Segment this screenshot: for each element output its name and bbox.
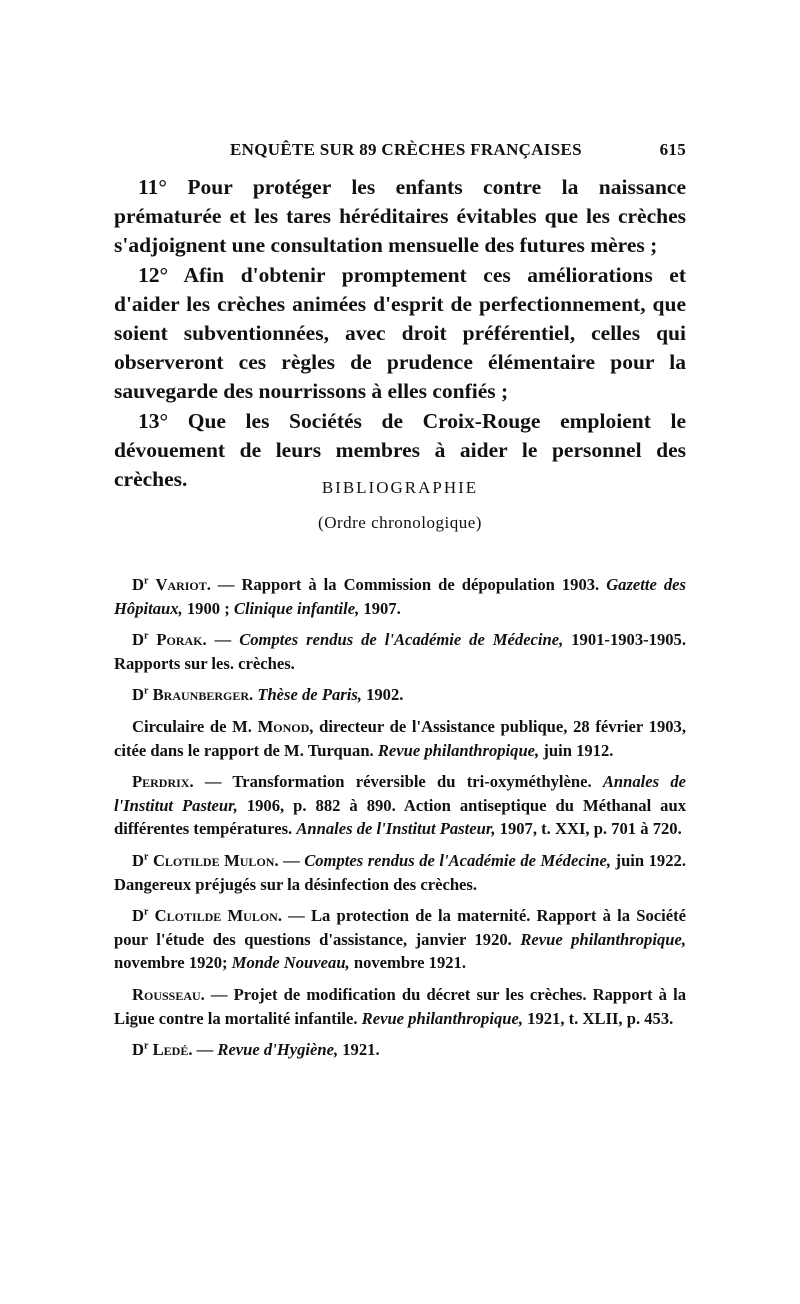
bib-author: Braunberger.: [152, 685, 254, 705]
bib-entry-monod: Circulaire de M. Monod, directeur de l'Assistance publique, 28 février 1903, citée dans le rapport de M. Turquan. Revue philanthropique, juin 1912.: [114, 716, 686, 760]
bib-entry-perdrix: Perdrix. — Transformation réversible du tri-oxyméthylène. Annales de l'Institut Pasteur, 1906, p. 882 à 890. Action antiseptique du Méthanal aux différentes températures. Annales de l'Institut Pasteur, 1907, t. XXI, p. 701 à 720.: [114, 772, 687, 839]
bib-author: Clotilde Mulon.: [152, 850, 279, 870]
resolutions-list: [114, 173, 686, 494]
bib-entry-porak: $D^r$ Porak. — Comptes rendus de l'Académie de Médecine, 1901-1903-1905. Rapports sur les. crèches.: [114, 630, 686, 673]
bib-entry-mulon-2: $D^r$ Clotilde Mulon. — La protection de la maternité. Rapport à la Société pour l'étude des questions d'assistance, janvier 1920. Revue philanthropique, novembre 1920; Monde Nouveau, novembre 1921.: [114, 906, 686, 973]
bibliography-heading: BIBLIOGRAPHIE: [321, 478, 479, 497]
bib-author: Perdrix.: [132, 772, 194, 792]
bib-author: Porak.: [156, 630, 207, 650]
bib-author: Clotilde Mulon.: [154, 906, 282, 926]
bibliography-list: [114, 573, 686, 1070]
page-number: 615: [659, 140, 686, 159]
bib-author: Variot.: [155, 575, 211, 594]
bib-entry-variot: $D^r$ Variot. — Rapport à la Commission de dépopulation 1903. Gazette des Hôpitaux, 1900 ; Clinique infantile, 1907.: [114, 575, 686, 618]
resolution-11: 11° Pour protéger les enfants contre la naissance prématurée et les tares héréditaires évitables que les crèches s'adjoignent une consultation mensuelle des futures mères ;: [114, 175, 686, 258]
bib-entry-braunberger: $D^r$ Braunberger. Thèse de Paris, 1902.: [132, 685, 404, 705]
resolution-13: 13° Que les Sociétés de Croix-Rouge emploient le dévouement de leurs membres à aider le personnel des crèches.: [114, 408, 686, 492]
bib-author: Rousseau.: [132, 984, 205, 1004]
bib-author: Ledé.: [152, 1040, 193, 1060]
resolution-12: 12° Afin d'obtenir promptement ces améliorations et d'aider les crèches animées d'esprit de perfectionnement, que soient subventionnées, avec droit préférentiel, celles qui observeront ces règles de prudence élémentaire pour la sauvegarde des nourrissons à elles confiés ;: [114, 262, 686, 404]
header-title: ENQUÊTE SUR 89 CRÈCHES FRANÇAISES: [230, 140, 582, 159]
bib-entry-rousseau: Rousseau. — Projet de modification du décret sur les crèches. Rapport à la Ligue contre la mortalité infantile. Revue philanthropique, 1921, t. XLII, p. 453.: [114, 984, 686, 1028]
bibliography-subheading: (Ordre chronologique): [318, 513, 482, 532]
bib-entry-lede: $D^r$ Ledé. — Revue d'Hygiène, 1921.: [132, 1040, 380, 1060]
bib-entry-mulon-1: $D^r$ Clotilde Mulon. — Comptes rendus de l'Académie de Médecine, juin 1922. Dangereux préjugés sur la désinfection des crèches.: [114, 850, 686, 894]
bib-author: Monod,: [257, 716, 314, 736]
